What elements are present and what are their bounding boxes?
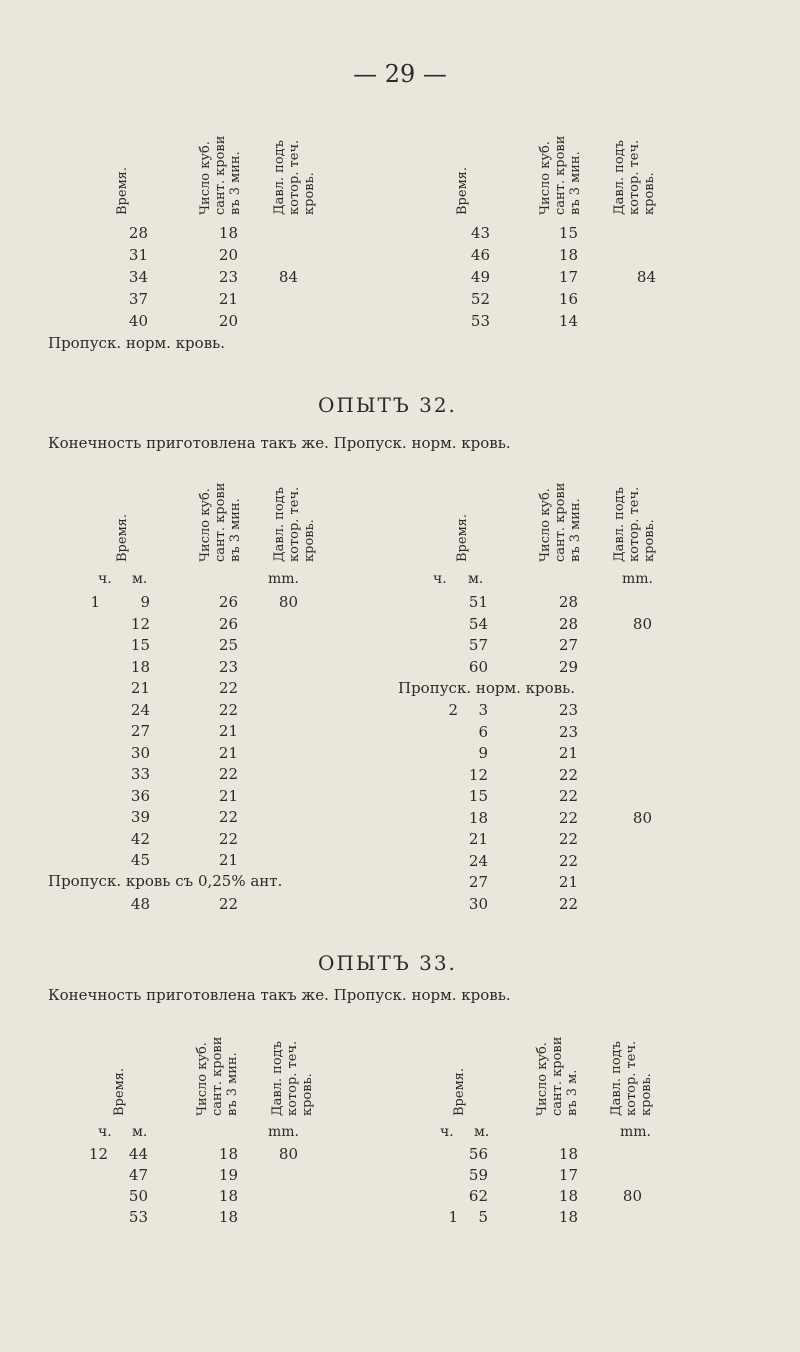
table-cell: 17 [558,1166,578,1184]
experiment-title: ОПЫТЪ 32. [318,393,457,417]
experiment-title: ОПЫТЪ 33. [318,951,457,975]
table-cell: 18 [218,1187,238,1205]
table-cell: 22 [218,829,238,848]
table-cell: 39 [130,808,150,826]
pressure-column-header: Давл. подъ котор. теч. кровь. [609,1040,654,1116]
experiment-description: Конечность приготовлена такъ же. Пропуск. норм. кровь. [48,434,511,452]
table-cell: 21 [468,830,488,848]
table-cell: 30 [468,894,488,913]
mm-unit: mm. [268,1124,300,1140]
table-cell: 22 [558,894,578,913]
blood-volume-column-header: Число куб. сант. крови въ 3 мин. [195,1036,240,1116]
table-cell: 49 [470,268,490,286]
table-cell: 80 [632,614,652,633]
blood-volume-column-header: Число куб. сант. крови въ 3 мин. [538,135,583,215]
hour-unit: ч. [440,1124,454,1140]
table-cell: 21 [218,722,238,740]
table-cell: 52 [470,290,490,308]
table-cell: 15 [558,224,578,242]
experiment-description: Конечность приготовлена такъ же. Пропуск. норм. кровь. [48,986,511,1004]
table-cell: 5 [478,1208,488,1226]
mm-unit: mm. [622,571,654,587]
table-cell: 12 [88,1145,108,1163]
table-cell: 19 [218,1166,238,1184]
table-cell: 84 [278,268,298,286]
table-cell: 44 [128,1145,148,1163]
table-cell: 21 [558,873,578,891]
table-cell: 80 [278,1145,298,1163]
table-cell: 22 [558,851,578,870]
time-column-header: Время. [115,513,130,562]
table-cell: 24 [130,700,150,719]
table-cell: 15 [468,787,488,805]
table-cell: 1 [448,1208,458,1226]
table-cell: 43 [470,224,490,242]
table-cell: 21 [130,679,150,697]
table-cell: 37 [128,290,148,308]
table-cell: 57 [468,636,488,654]
time-column-header: Время. [455,166,470,215]
table-cell: 29 [558,657,578,676]
table-cell: 28 [128,224,148,242]
table-cell: 18 [218,1145,238,1163]
table-cell: 18 [468,808,488,827]
table-cell: 6 [478,722,488,741]
table-cell: 28 [558,593,578,611]
table-cell: 47 [128,1166,148,1184]
table-cell: 1 [90,593,100,611]
table-cell: 60 [468,657,488,676]
table-cell: 22 [218,895,238,913]
table-cell: 26 [218,614,238,633]
pressure-column-header: Давл. подъ котор. теч. кровь. [270,1040,315,1116]
table-cell: 27 [558,636,578,654]
hour-unit: ч. [433,571,447,587]
minute-unit: м. [468,571,484,587]
table-cell: 27 [130,722,150,740]
blood-volume-column-header: Число куб. сант. крови въ 3 мин. [198,135,243,215]
table-cell: 12 [130,614,150,633]
table-cell: 27 [468,873,488,891]
table-cell: 22 [218,808,238,826]
page-number: — 29 — [353,60,447,88]
minute-unit: м. [474,1124,490,1140]
table-cell: 15 [130,636,150,654]
pressure-column-header: Давл. подъ котор. теч. кровь. [272,139,317,215]
table-cell: 24 [468,851,488,870]
time-column-header: Время. [452,1067,467,1116]
table-cell: 17 [558,268,578,286]
blood-volume-column-header: Число куб. сант. крови въ 3 мин. [538,482,583,562]
minute-unit: м. [132,571,148,587]
table-cell: 40 [128,312,148,330]
hour-unit: ч. [98,571,112,587]
table-cell: 20 [218,246,238,264]
table-cell: 45 [130,851,150,869]
table-cell: 53 [470,312,490,330]
table-cell: 14 [558,312,578,330]
table-cell: 2 [448,701,458,719]
pressure-column-header: Давл. подъ котор. теч. кровь. [272,486,317,562]
table-cell: 12 [468,765,488,784]
table-cell: 26 [218,593,238,611]
table-cell: 16 [558,290,578,308]
table-cell: 33 [130,765,150,783]
pressure-column-header: Давл. подъ котор. теч. кровь. [612,486,657,562]
time-column-header: Время. [115,166,130,215]
table-cell: 62 [468,1187,488,1205]
table-cell: 22 [558,765,578,784]
table-cell: 21 [558,744,578,762]
table-cell: 22 [218,679,238,697]
table-cell: 53 [128,1208,148,1226]
table-cell: 18 [218,224,238,242]
table-cell: 42 [130,829,150,848]
table-cell: 46 [470,246,490,264]
table-cell: 22 [218,765,238,783]
table-cell: 48 [130,895,150,913]
table-cell: 9 [140,593,150,611]
table-cell: 18 [130,657,150,676]
table-cell: 80 [278,593,298,611]
table-cell: 18 [218,1208,238,1226]
table-cell: 34 [128,268,148,286]
table-cell: 18 [558,1145,578,1163]
time-column-header: Время. [112,1067,127,1116]
table-cell: 23 [558,722,578,741]
blood-volume-column-header: Число куб. сант. крови въ 3 мин. [198,482,243,562]
table-cell: 80 [632,808,652,827]
table-cell: 54 [468,614,488,633]
table-cell: 50 [128,1187,148,1205]
table-cell: 22 [558,830,578,848]
table-cell: 18 [558,1187,578,1205]
table-cell: 51 [468,593,488,611]
table-cell: 28 [558,614,578,633]
table-cell: 23 [218,657,238,676]
blood-volume-column-header: Число куб. сант. крови въ 3 м. [535,1036,580,1116]
pressure-column-header: Давл. подъ котор. теч. кровь. [612,139,657,215]
note-text: Пропуск. кровь съ 0,25% ант. [48,872,283,890]
mm-unit: mm. [620,1124,652,1140]
table-cell: 22 [558,787,578,805]
table-cell: 18 [558,1208,578,1226]
table-cell: 84 [636,268,656,286]
mm-unit: mm. [268,571,300,587]
table-cell: 22 [558,808,578,827]
table-cell: 18 [558,246,578,264]
table-cell: 25 [218,636,238,654]
minute-unit: м. [132,1124,148,1140]
table-cell: 3 [478,701,488,719]
time-column-header: Время. [455,513,470,562]
table-cell: 22 [218,700,238,719]
table-cell: 21 [218,290,238,308]
table-cell: 30 [130,743,150,762]
note-text: Пропуск. норм. кровь. [398,679,576,697]
table-cell: 23 [218,268,238,286]
table-cell: 9 [478,744,488,762]
note-text: Пропуск. норм. кровь. [48,334,226,352]
table-cell: 56 [468,1145,488,1163]
hour-unit: ч. [98,1124,112,1140]
table-cell: 21 [218,743,238,762]
table-cell: 23 [558,701,578,719]
table-cell: 59 [468,1166,488,1184]
table-cell: 80 [622,1187,642,1205]
table-cell: 36 [130,786,150,805]
table-cell: 21 [218,851,238,869]
table-cell: 31 [128,246,148,264]
table-cell: 21 [218,786,238,805]
table-cell: 20 [218,312,238,330]
